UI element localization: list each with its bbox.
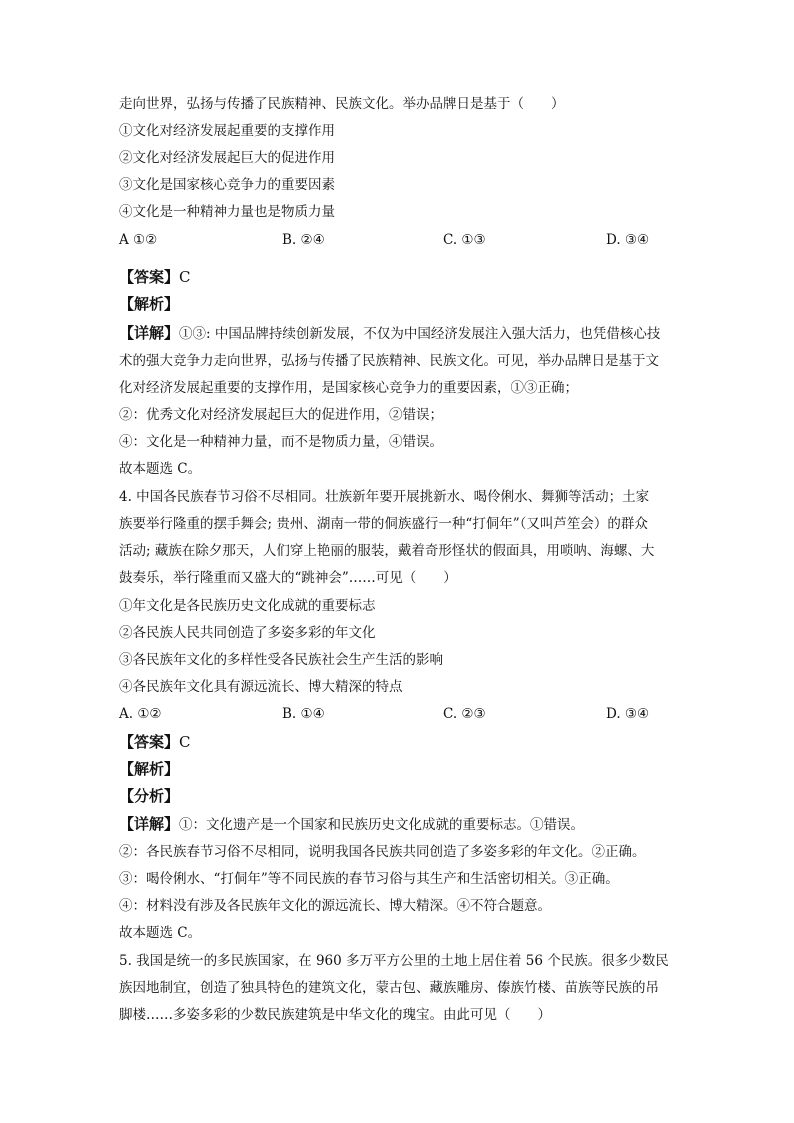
q3-options (119, 230, 679, 250)
q3-answer-label: 【答案】 (119, 268, 180, 286)
q4-item-1: ①年文化是各民族历史文化成就的重要标志 (119, 598, 376, 614)
q4-answer-value: C (179, 733, 191, 751)
q3-answer-line (119, 267, 191, 287)
q4-explain-2: ②：各民族春节习俗不尽相同，说明我国各民族共同创造了多姿多彩的年文化。②正确。 (119, 844, 646, 860)
q3-item-4: ④文化是一种精神力量也是物质力量 (119, 204, 335, 220)
q4-item-4: ④各民族年文化具有源远流长、博大精深的特点 (119, 679, 403, 695)
q4-explain-4: ④：材料没有涉及各民族年文化的源远流长、博大精深。④不符合题意。 (119, 898, 551, 914)
q4-stem-line-4: 鼓奏乐，举行隆重而又盛大的“跳神会”……可见（ ） (119, 570, 457, 586)
q3-answer-value: C (179, 268, 191, 286)
q4-explain-3: ③：喝伶俐水、“打侗年”等不同民族的春节习俗与其生产和生活密切相关。③正确。 (119, 871, 619, 887)
q3-conclusion: 故本题选 C。 (119, 461, 202, 477)
q4-answer-line (119, 732, 191, 752)
q5-stem-line-3: 脚楼……多姿多彩的少数民族建筑是中华文化的瑰宝。由此可见（ ） (119, 1007, 551, 1023)
q4-options (119, 704, 679, 724)
q3-item-1: ①文化对经济发展起重要的支撑作用 (119, 123, 335, 139)
q4-option-c: C. ②③ (443, 706, 486, 722)
q4-analyze-label: 【分析】 (119, 787, 180, 805)
q4-detail-label: 【详解】 (119, 815, 180, 833)
q3-detail-line-2: 术的强大竞争力走向世界，弘扬与传播了民族精神、民族文化。可见，举办品牌日是基于文 (119, 353, 659, 369)
q4-item-3: ③各民族年文化的多样性受各民族社会生产生活的影响 (119, 652, 443, 668)
q5-stem-line-2: 族因地制宜，创造了独具特色的建筑文化，蒙古包、藏族雕房、傣族竹楼、苗族等民族的吊 (119, 980, 659, 996)
q5-stem-line-1: 5. 我国是统一的多民族国家，在 960 多万平方公里的土地上居住着 56 个民族。很多少数民 (119, 953, 669, 969)
q4-option-b: B. ①④ (282, 706, 325, 722)
q3-analysis-label: 【解析】 (119, 295, 180, 313)
q3-detail-line-1 (119, 323, 660, 344)
q4-item-2: ②各民族人民共同创造了多姿多彩的年文化 (119, 625, 376, 641)
q4-stem-line-2: 族要举行隆重的摆手舞会; 贵州、湖南一带的侗族盛行一种“打侗年”（又叫芦笙会）的群众 (119, 516, 648, 532)
q4-analysis-label: 【解析】 (119, 760, 180, 778)
q4-stem-line-3: 活动; 藏族在除夕那天，人们穿上艳丽的服装，戴着奇形怪状的假面具，用唢呐、海螺、大 (119, 543, 655, 559)
q3-explain-4: ④：文化是一种精神力量，而不是物质力量，④错误。 (119, 434, 443, 450)
q4-detail-line-1 (119, 814, 584, 835)
q4-option-a: A. ①② (119, 706, 162, 722)
q3-explain-2: ②：优秀文化对经济发展起巨大的促进作用，②错误； (119, 407, 443, 423)
q3-detail-text-1: ①③: 中国品牌持续创新发展，不仅为中国经济发展注入强大活力，也凭借核心技 (179, 326, 661, 342)
q3-detail-line-3: 化对经济发展起重要的支撑作用，是国家核心竞争力的重要因素，①③正确； (119, 380, 578, 396)
q3-item-3: ③文化是国家核心竞争力的重要因素 (119, 177, 335, 193)
q4-stem-line-1: 4. 中国各民族春节习俗不尽相同。壮族新年要开展挑新水、喝伶俐水、舞狮等活动；土家 (119, 489, 650, 505)
q3-stem-tail: 走向世界，弘扬与传播了民族精神、民族文化。举办品牌日是基于（ ） (119, 96, 565, 112)
q4-answer-label: 【答案】 (119, 733, 180, 751)
q3-option-d: D. ③④ (606, 232, 650, 248)
q3-option-c: C. ①③ (443, 232, 486, 248)
q3-item-2: ②文化对经济发展起巨大的促进作用 (119, 150, 335, 166)
q3-option-a: A ①② (119, 232, 158, 248)
q3-option-b: B. ②④ (282, 232, 325, 248)
q4-conclusion: 故本题选 C。 (119, 925, 202, 941)
q4-option-d: D. ③④ (606, 706, 650, 722)
q4-detail-text-1: ①：文化遗产是一个国家和民族历史文化成就的重要标志。①错误。 (179, 817, 585, 833)
q3-detail-label: 【详解】 (119, 324, 180, 342)
